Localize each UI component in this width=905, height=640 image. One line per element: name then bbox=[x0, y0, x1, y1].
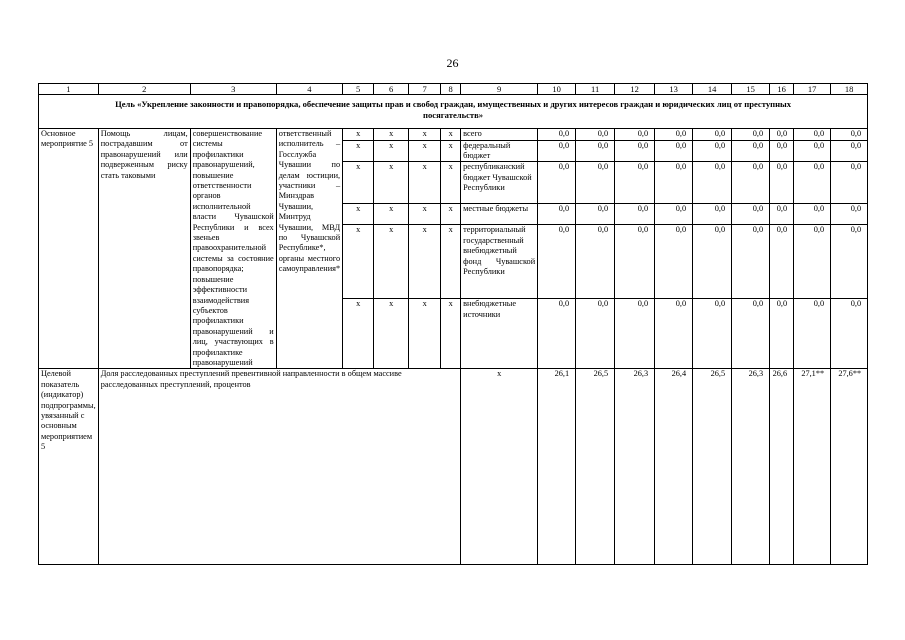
code-cell: x bbox=[441, 140, 461, 162]
page-number: 26 bbox=[446, 56, 459, 70]
funding-source: федеральный бюджет bbox=[461, 140, 538, 162]
value-cell: 0,0 bbox=[576, 299, 615, 369]
code-cell: x bbox=[374, 129, 409, 141]
value-cell: 0,0 bbox=[732, 299, 770, 369]
column-number-row bbox=[39, 84, 868, 95]
col-num-16: 16 bbox=[770, 84, 794, 95]
indicator-value: 26,5 bbox=[693, 369, 732, 565]
value-cell: 0,0 bbox=[615, 162, 655, 204]
indicator-value: 26,3 bbox=[615, 369, 655, 565]
value-cell: 0,0 bbox=[655, 225, 693, 299]
value-cell: 0,0 bbox=[831, 129, 868, 141]
indicator-value: 26,4 bbox=[655, 369, 693, 565]
value-cell: 0,0 bbox=[693, 140, 732, 162]
value-cell: 0,0 bbox=[732, 204, 770, 225]
value-cell: 0,0 bbox=[794, 162, 831, 204]
col-num-17: 17 bbox=[794, 84, 831, 95]
code-cell: x bbox=[374, 299, 409, 369]
col-num-8: 8 bbox=[441, 84, 461, 95]
value-cell: 0,0 bbox=[794, 299, 831, 369]
value-cell: 0,0 bbox=[732, 162, 770, 204]
code-cell: x bbox=[343, 140, 374, 162]
funding-source: внебюджетные источники bbox=[461, 299, 538, 369]
code-cell: x bbox=[409, 299, 441, 369]
code-cell: x bbox=[409, 225, 441, 299]
value-cell: 0,0 bbox=[732, 140, 770, 162]
value-cell: 0,0 bbox=[732, 225, 770, 299]
value-cell: 0,0 bbox=[794, 140, 831, 162]
funding-source: всего bbox=[461, 129, 538, 141]
value-cell: 0,0 bbox=[693, 204, 732, 225]
col-num-5: 5 bbox=[343, 84, 374, 95]
value-cell: 0,0 bbox=[831, 204, 868, 225]
value-cell: 0,0 bbox=[615, 140, 655, 162]
indicator-description: Доля расследованных преступлений превентивной направленности в общем массиве расследованных преступлений, процентов bbox=[98, 369, 460, 565]
value-cell: 0,0 bbox=[576, 162, 615, 204]
value-cell: 0,0 bbox=[831, 162, 868, 204]
value-cell: 0,0 bbox=[770, 140, 794, 162]
indicator-value: 26,6 bbox=[770, 369, 794, 565]
value-cell: 0,0 bbox=[576, 129, 615, 141]
indicator-value: 26,3 bbox=[732, 369, 770, 565]
funding-source: республиканский бюджет Чувашской Республики bbox=[461, 162, 538, 204]
goal-heading: Цель «Укрепление законности и правопорядка, обеспечение защиты прав и свобод граждан, имущественных и других интересов граждан и юридических лиц от преступных посягательств» bbox=[39, 95, 868, 129]
value-cell: 0,0 bbox=[615, 129, 655, 141]
value-cell: 0,0 bbox=[538, 140, 576, 162]
value-cell: 0,0 bbox=[693, 162, 732, 204]
code-cell: x bbox=[409, 204, 441, 225]
value-cell: 0,0 bbox=[770, 162, 794, 204]
col-num-1: 1 bbox=[39, 84, 99, 95]
value-cell: 0,0 bbox=[831, 225, 868, 299]
value-cell: 0,0 bbox=[732, 129, 770, 141]
code-cell: x bbox=[441, 299, 461, 369]
code-cell: x bbox=[374, 204, 409, 225]
col-num-2: 2 bbox=[98, 84, 190, 95]
value-cell: 0,0 bbox=[693, 129, 732, 141]
code-cell: x bbox=[343, 129, 374, 141]
code-cell: x bbox=[441, 225, 461, 299]
value-cell: 0,0 bbox=[693, 299, 732, 369]
indicator-row bbox=[39, 369, 868, 565]
value-cell: 0,0 bbox=[655, 162, 693, 204]
value-cell: 0,0 bbox=[655, 129, 693, 141]
value-cell: 0,0 bbox=[770, 299, 794, 369]
value-cell: 0,0 bbox=[770, 225, 794, 299]
indicator-value: 27,1** bbox=[794, 369, 831, 565]
code-cell: x bbox=[343, 162, 374, 204]
col-num-13: 13 bbox=[655, 84, 693, 95]
value-cell: 0,0 bbox=[538, 129, 576, 141]
value-cell: 0,0 bbox=[794, 225, 831, 299]
col-num-6: 6 bbox=[374, 84, 409, 95]
program-table bbox=[38, 83, 868, 565]
col-num-7: 7 bbox=[409, 84, 441, 95]
code-cell: x bbox=[374, 162, 409, 204]
measure-name: Основное мероприятие 5 bbox=[39, 129, 99, 369]
code-cell: x bbox=[343, 299, 374, 369]
code-cell: x bbox=[441, 204, 461, 225]
indicator-code: x bbox=[461, 369, 538, 565]
value-cell: 0,0 bbox=[655, 299, 693, 369]
col-num-3: 3 bbox=[190, 84, 276, 95]
value-cell: 0,0 bbox=[831, 299, 868, 369]
value-cell: 0,0 bbox=[794, 129, 831, 141]
code-cell: x bbox=[343, 225, 374, 299]
code-cell: x bbox=[441, 162, 461, 204]
col-num-18: 18 bbox=[831, 84, 868, 95]
value-cell: 0,0 bbox=[831, 140, 868, 162]
col-num-9: 9 bbox=[461, 84, 538, 95]
code-cell: x bbox=[409, 129, 441, 141]
code-cell: x bbox=[374, 140, 409, 162]
code-cell: x bbox=[343, 204, 374, 225]
measure-title: Помощь лицам, пострадавшим от правонарушений или подверженным риску стать таковыми bbox=[98, 129, 190, 369]
code-cell: x bbox=[441, 129, 461, 141]
indicator-value: 26,1 bbox=[538, 369, 576, 565]
goal-row bbox=[39, 95, 868, 129]
measure-result: совершенствование системы профилактики правонарушений, повышение ответственности органов исполнительной власти Чувашской Республики и всех звеньев правоохранительной системы за состояние правопорядка; повышение эффективности взаимодействия субъектов профилактики правонарушений и лиц, участвующих в профилактике правонарушений bbox=[190, 129, 276, 369]
col-num-12: 12 bbox=[615, 84, 655, 95]
funding-source: местные бюджеты bbox=[461, 204, 538, 225]
col-num-11: 11 bbox=[576, 84, 615, 95]
value-cell: 0,0 bbox=[615, 299, 655, 369]
table-row bbox=[39, 129, 868, 141]
code-cell: x bbox=[374, 225, 409, 299]
value-cell: 0,0 bbox=[770, 204, 794, 225]
code-cell: x bbox=[409, 162, 441, 204]
col-num-10: 10 bbox=[538, 84, 576, 95]
value-cell: 0,0 bbox=[655, 204, 693, 225]
funding-source: территориальный государственный внебюджетный фонд Чувашской Республики bbox=[461, 225, 538, 299]
value-cell: 0,0 bbox=[794, 204, 831, 225]
value-cell: 0,0 bbox=[576, 225, 615, 299]
value-cell: 0,0 bbox=[538, 225, 576, 299]
code-cell: x bbox=[409, 140, 441, 162]
indicator-value: 26,5 bbox=[576, 369, 615, 565]
value-cell: 0,0 bbox=[538, 162, 576, 204]
col-num-15: 15 bbox=[732, 84, 770, 95]
col-num-4: 4 bbox=[276, 84, 342, 95]
value-cell: 0,0 bbox=[770, 129, 794, 141]
value-cell: 0,0 bbox=[576, 140, 615, 162]
measure-executors: ответственный исполнитель – Госслужба Чувашии по делам юстиции, участники – Минздрав Чувашии, Минтруд Чувашии, МВД по Чувашской Республике*, органы местного самоуправления* bbox=[276, 129, 342, 369]
indicator-value: 27,6** bbox=[831, 369, 868, 565]
value-cell: 0,0 bbox=[615, 204, 655, 225]
value-cell: 0,0 bbox=[655, 140, 693, 162]
indicator-name: Целевой показатель (индикатор) подпрограммы, увязанный с основным мероприятием 5 bbox=[39, 369, 99, 565]
value-cell: 0,0 bbox=[693, 225, 732, 299]
value-cell: 0,0 bbox=[538, 204, 576, 225]
col-num-14: 14 bbox=[693, 84, 732, 95]
value-cell: 0,0 bbox=[538, 299, 576, 369]
value-cell: 0,0 bbox=[615, 225, 655, 299]
value-cell: 0,0 bbox=[576, 204, 615, 225]
